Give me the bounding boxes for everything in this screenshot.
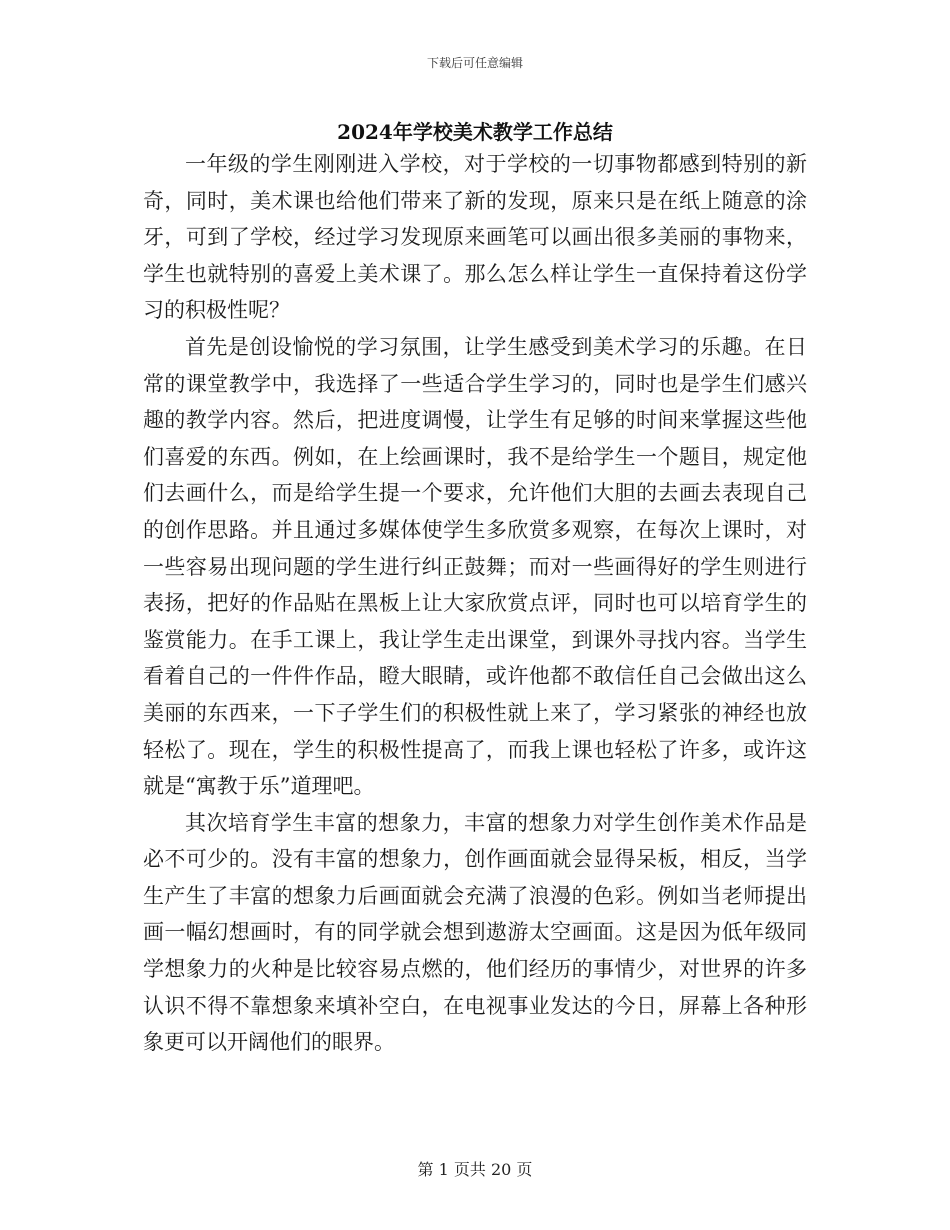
document-title: 2024年学校美术教学工作总结 [337,120,613,144]
paragraph-3: 其次培育学生丰富的想象力，丰富的想象力对学生创作美术作品是必不可少的。没有丰富的想象力，创作画面就会显得呆板，相反，当学生产生了丰富的想象力后画面就会充满了浪漫的色彩。例如当老师提出画一幅幻想画时，有的同学就会想到遨游太空画面。这是因为低年级同学想象力的火种是比较容易点燃的，他们经历的事情少，对世界的许多认识不得不靠想象来填补空白，在电视事业发达的今日，屏幕上各种形象更可以开阔他们的眼界。 [143,810,807,1055]
document-body [143,146,807,1061]
paragraph-2: 首先是创设愉悦的学习氛围，让学生感受到美术学习的乐趣。在日常的课堂教学中，我选择了一些适合学生学习的，同时也是学生们感兴趣的教学内容。然后，把进度调慢，让学生有足够的时间来掌握这些他们喜爱的东西。例如，在上绘画课时，我不是给学生一个题目，规定他们去画什么，而是给学生提一个要求，允许他们大胆的去画去表现自己的创作思路。并且通过多媒体使学生多欣赏多观察，在每次上课时，对一些容易出现问题的学生进行纠正鼓舞；而对一些画得好的学生则进行表扬，把好的作品贴在黑板上让大家欣赏点评，同时也可以培育学生的鉴赏能力。在手工课上，我让学生走出课堂，到课外寻找内容。当学生看着自己的一件件作品，瞪大眼睛，或许他都不敢信任自己会做出这么美丽的东西来，一下子学生们的积极性就上来了，学习紧张的神经也放轻松了。现在，学生的积极性提高了，而我上课也轻松了许多，或许这就是“寓教于乐”道理吧。 [143,334,807,799]
paragraph-1: 一年级的学生刚刚进入学校，对于学校的一切事物都感到特别的新奇，同时，美术课也给他们带来了新的发现，原来只是在纸上随意的涂牙，可到了学校，经过学习发现原来画笔可以画出很多美丽的事物来，学生也就特别的喜爱上美术课了。那么怎么样让学生一直保持着这份学习的积极性呢？ [143,152,807,323]
page-number-footer: 第 1 页共 20 页 [417,1160,533,1179]
page-header-note: 下载后可任意编辑 [426,56,523,70]
